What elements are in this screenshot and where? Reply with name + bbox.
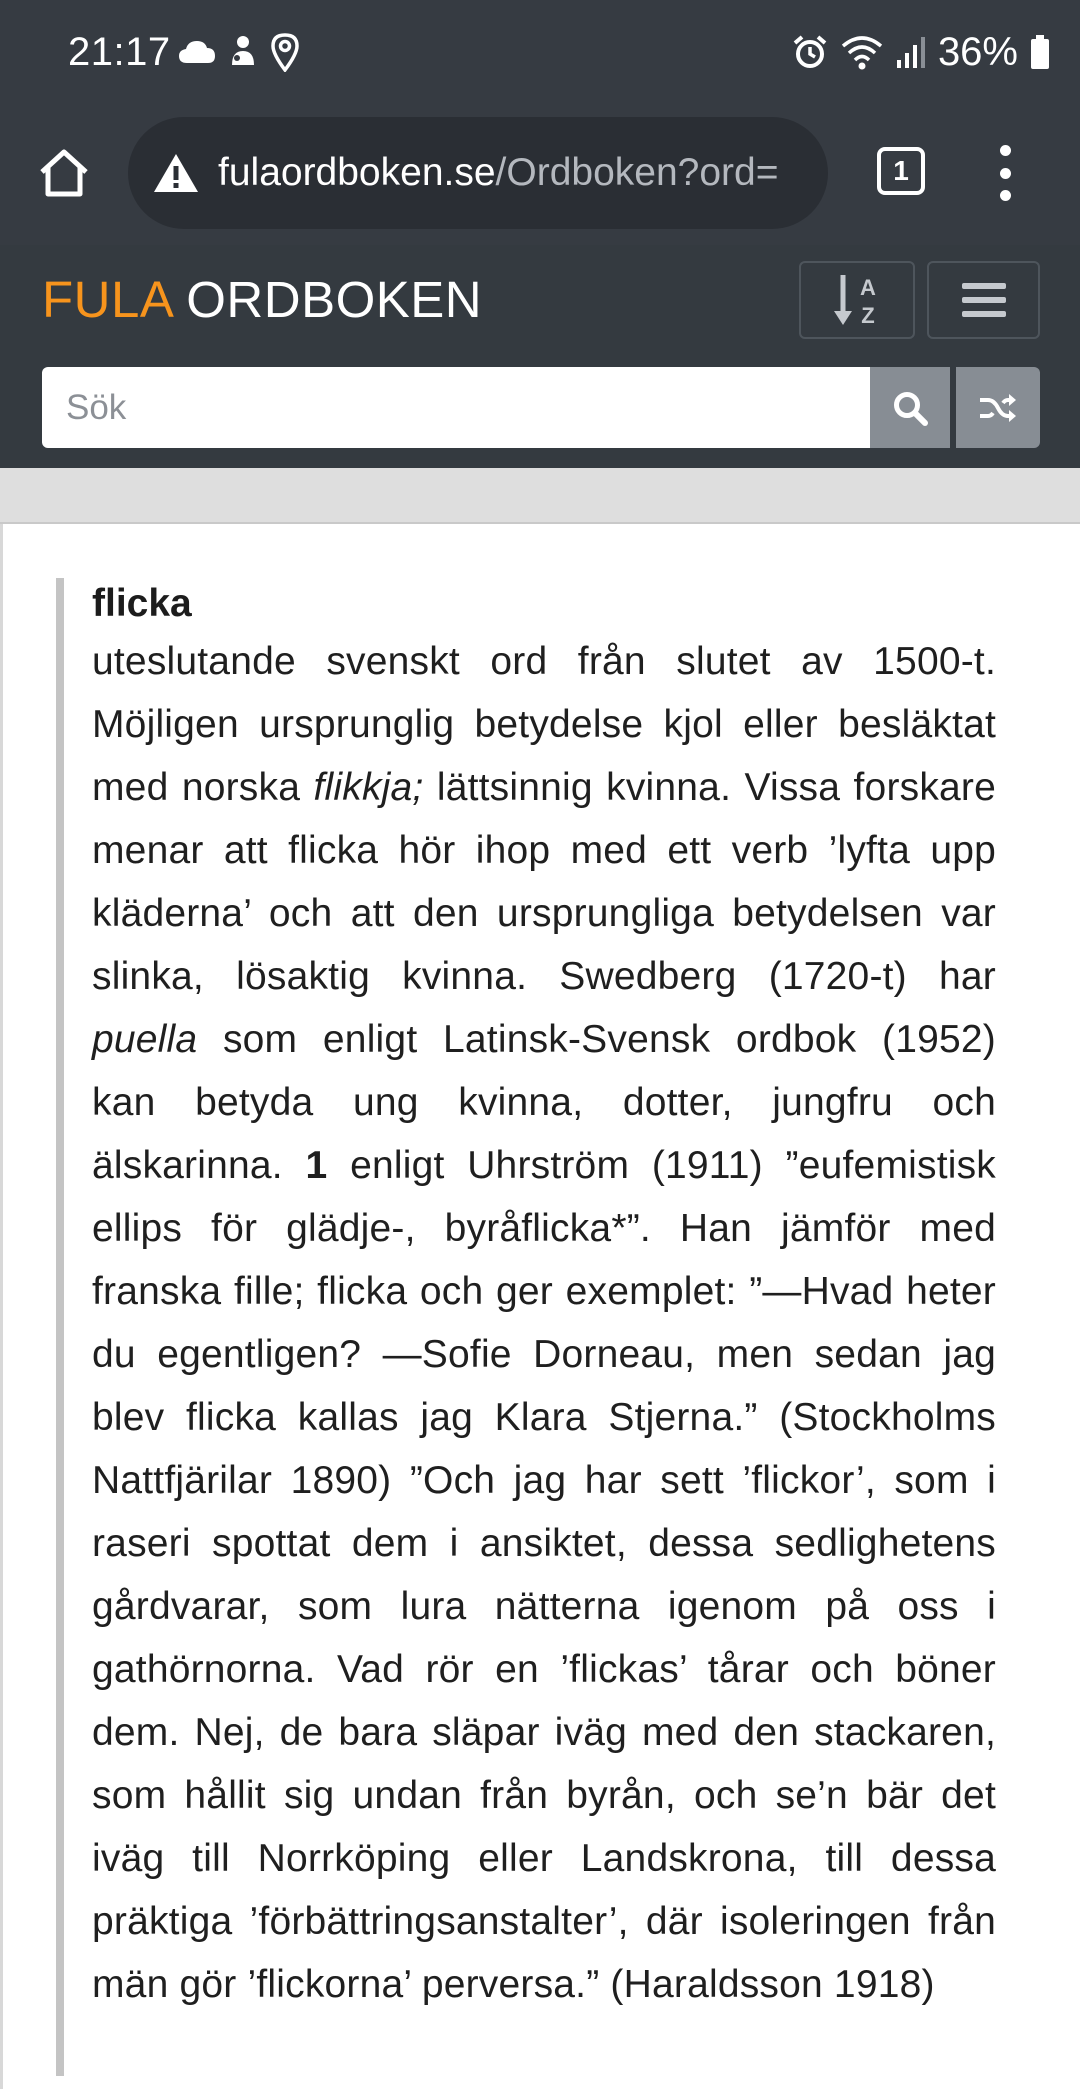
url-path: /Ordboken?ord= bbox=[495, 151, 779, 194]
location-icon bbox=[270, 32, 300, 72]
sort-az-button[interactable] bbox=[799, 261, 915, 339]
def-text-1: uteslutande svenskt ord från slutet av 1500-t. Möjligen ursprunglig betydelse kjol eller besläktat med norska bbox=[92, 640, 996, 809]
search-button[interactable] bbox=[870, 367, 950, 448]
sort-az-icon bbox=[831, 271, 883, 329]
status-right bbox=[792, 30, 1050, 74]
search-icon bbox=[892, 390, 928, 426]
status-time: 21:17 bbox=[68, 30, 171, 74]
site-logo[interactable] bbox=[42, 270, 482, 329]
def-text-4: enligt Uhrström (1911) ”eufemistisk ellips för glädje-, byråflicka*”. Han jämför med franska fille; flicka och ger exemplet: ”—Hvad heter du egentligen? —Sofie Dorneau, men sedan jag blev flicka kallas jag Klara Stjerna.” (Stockholms Nattfjärilar 1890) ”Och jag har sett ’flickor’, som i raseri spottat dem i ansiktet, dessa sedlighetens gårdvarar, som lura nätterna igenom på oss i gathörnorna. Vad rör en ’flickas’ tårar och böner dem. Nej, de bara släpar iväg med den stackaren, som hållit sig undan från byrån, och se’n bär det iväg till Norrköping eller Landskrona, till dessa präktiga ’förbättringsanstalter’, där isoleringen från män gör ’flickorna’ perversa.” (Haraldsson 1918) bbox=[92, 1144, 996, 2006]
logo-fula: FULA bbox=[42, 271, 172, 328]
url-domain: fulaordboken.se bbox=[218, 151, 496, 194]
tab-switcher-button[interactable]: 1 bbox=[877, 147, 925, 195]
wifi-icon bbox=[840, 34, 884, 70]
search-input[interactable] bbox=[42, 367, 870, 448]
svg-text:Z: Z bbox=[861, 303, 875, 328]
def-text-3: som enligt Latinsk-Svensk ordbok (1952) kan betyda ung kvinna, dotter, jungfru och älskarinna. bbox=[92, 1018, 996, 1187]
random-word-button[interactable] bbox=[956, 367, 1040, 448]
notification-icon bbox=[228, 35, 258, 69]
logo-ordboken: ORDBOKEN bbox=[186, 271, 483, 328]
url-text bbox=[218, 151, 779, 195]
main-content bbox=[0, 524, 1080, 2089]
status-bar bbox=[0, 0, 1080, 105]
browser-toolbar bbox=[0, 105, 1080, 245]
def-text-2: lättsinnig kvinna. Vissa forskare menar att flicka hör ihop med ett verb ’lyfta upp kläderna’ och att den ursprungliga betydelsen var slinka, lösaktig kvinna. Swedberg (1720-t) har bbox=[92, 766, 996, 998]
battery-percent: 36% bbox=[937, 29, 1018, 74]
home-icon bbox=[37, 148, 91, 198]
header-spacer bbox=[0, 468, 1080, 524]
def-italic-1: flikkja; bbox=[313, 766, 424, 809]
home-button[interactable] bbox=[32, 135, 96, 211]
more-vert-icon[interactable] bbox=[990, 141, 1020, 205]
shuffle-icon bbox=[978, 392, 1018, 424]
def-italic-2: puella bbox=[92, 1018, 198, 1061]
warning-icon bbox=[152, 152, 200, 194]
def-sense-number: 1 bbox=[305, 1144, 328, 1187]
signal-icon bbox=[896, 35, 926, 69]
alarm-icon bbox=[792, 34, 828, 70]
battery-icon bbox=[1030, 34, 1050, 70]
entry-definition bbox=[92, 630, 996, 2016]
svg-text:A: A bbox=[860, 275, 876, 300]
menu-button[interactable] bbox=[927, 261, 1040, 339]
word-entry bbox=[56, 578, 996, 2076]
cloud-icon bbox=[178, 39, 216, 65]
entry-headword: flicka bbox=[92, 582, 192, 625]
status-left-icons bbox=[178, 30, 300, 74]
hamburger-icon bbox=[960, 280, 1008, 320]
address-bar[interactable] bbox=[128, 117, 828, 229]
site-header bbox=[0, 245, 1080, 468]
